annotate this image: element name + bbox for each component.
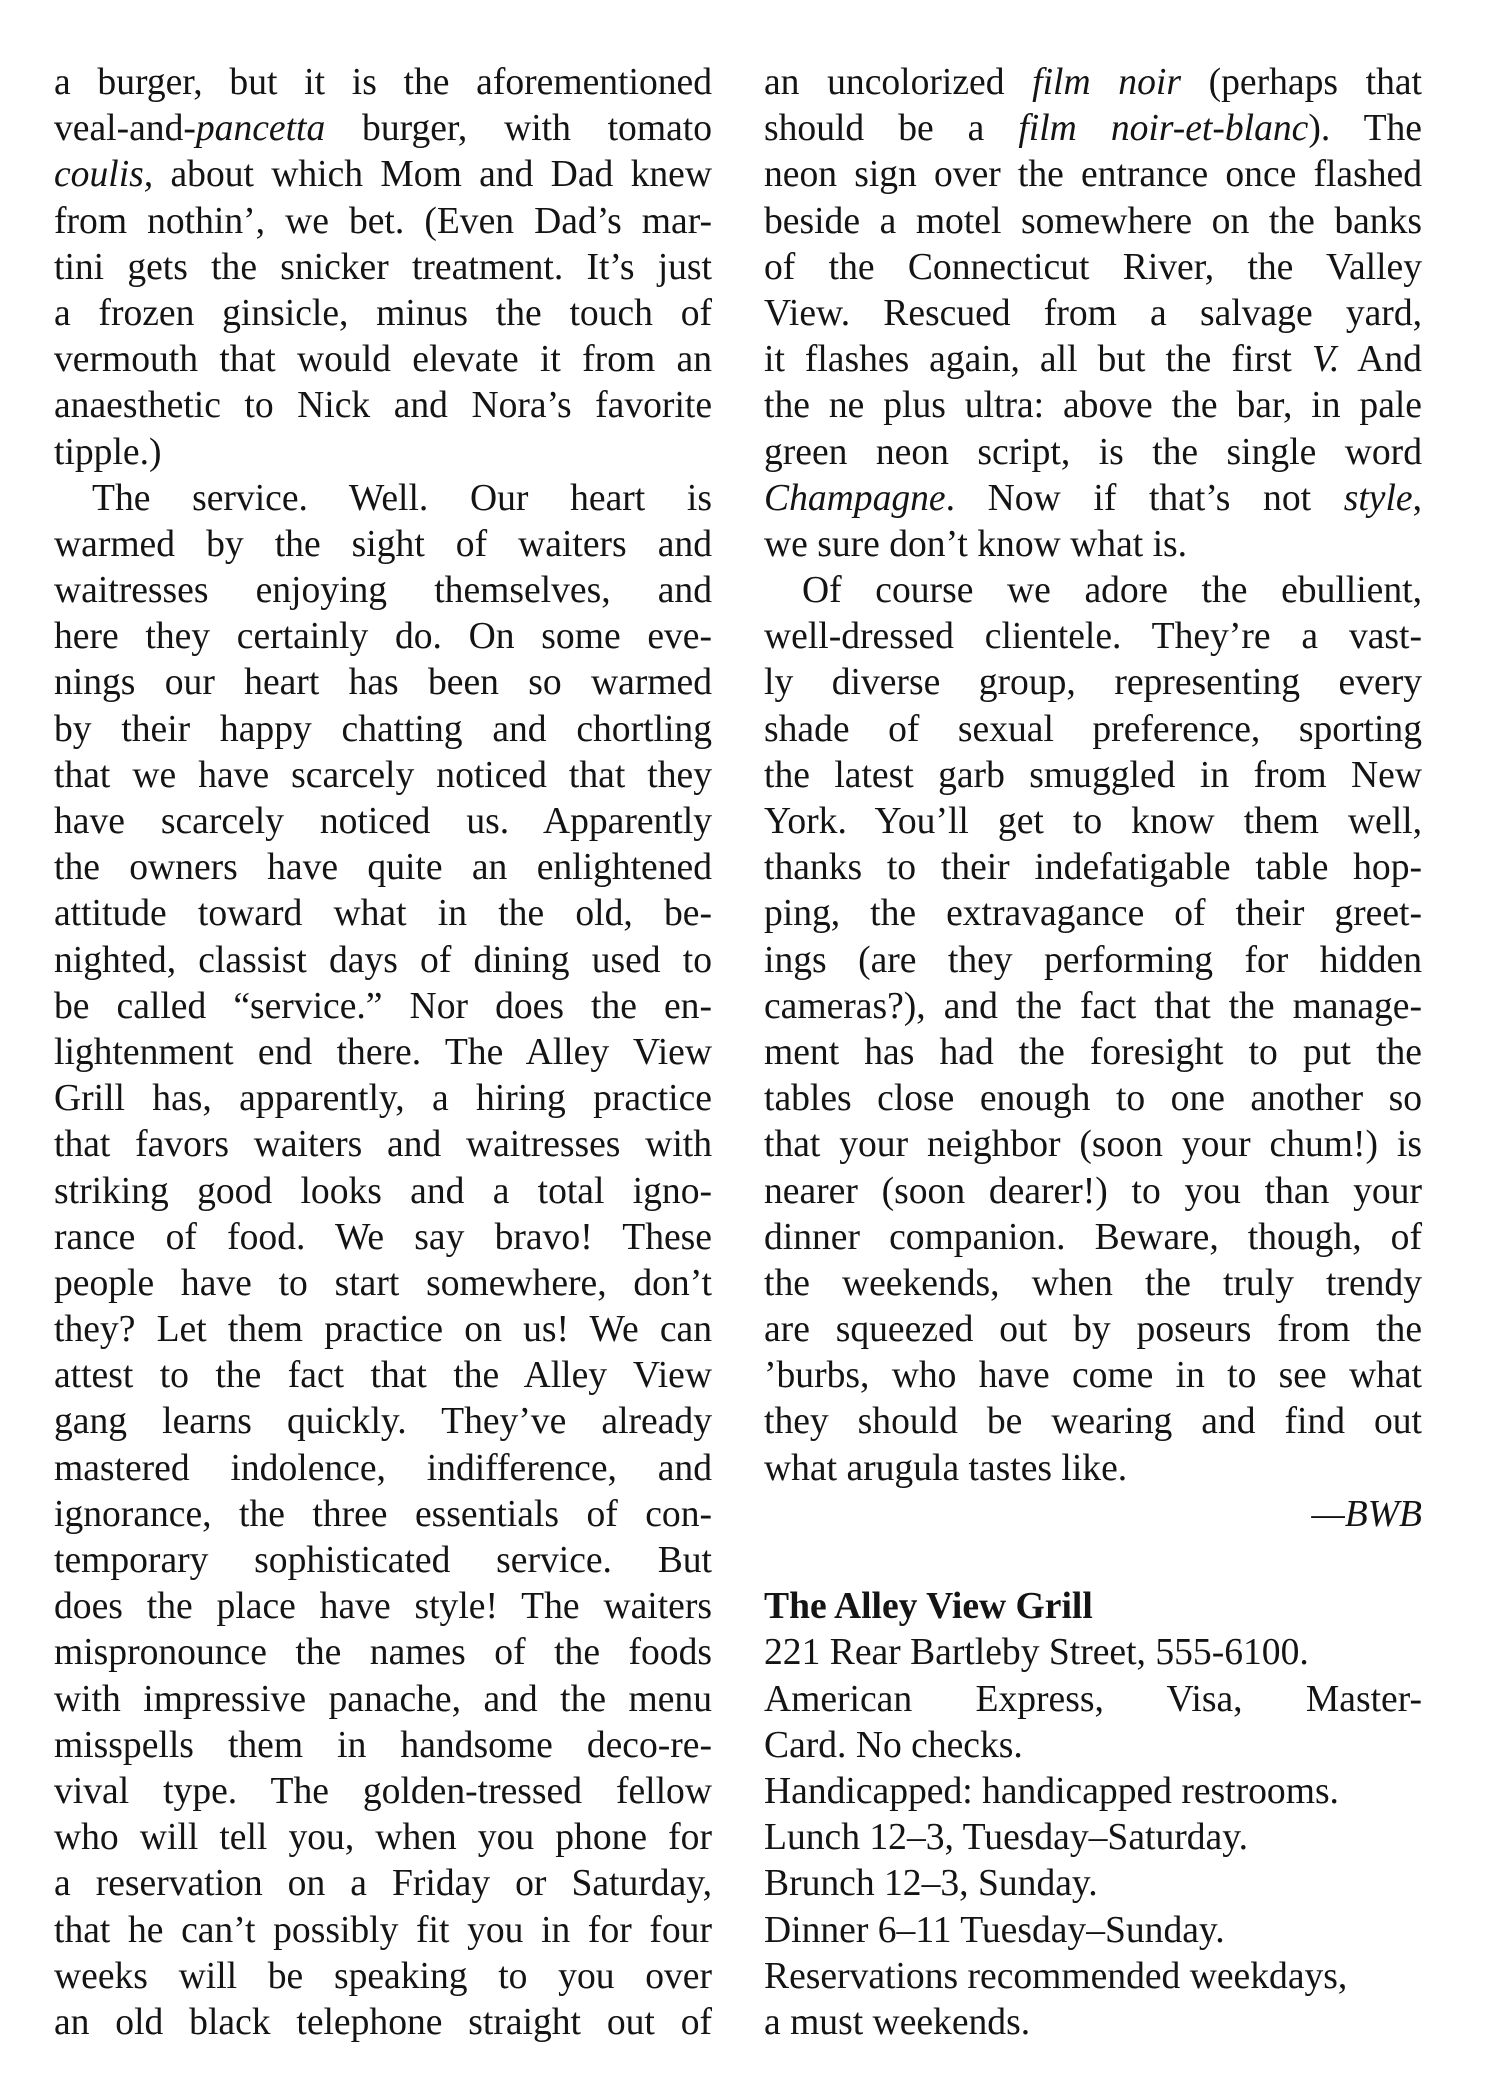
listing-payment: Card. No checks. — [764, 1724, 1023, 1766]
text-line: who will tell you, when you phone for — [54, 1817, 712, 1859]
text-line: vival type. The golden-tressed fellow — [54, 1770, 712, 1812]
restaurant-name: The Alley View Grill — [764, 1586, 1093, 1628]
text-line: nearer (soon dearer!) to you than your — [764, 1170, 1422, 1212]
text-line: from nothin’, we bet. (Even Dad’s mar- — [54, 200, 712, 242]
text-line: nighted, classist days of dining used to — [54, 939, 712, 981]
text-line: that he can’t possibly fit you in for four — [54, 1909, 712, 1951]
listing-hours-lunch: Lunch 12–3, Tuesday–Saturday. — [764, 1817, 1248, 1859]
text-line: that we have scarcely noticed that they — [54, 754, 712, 796]
listing-reservations: a must weekends. — [764, 2001, 1031, 2043]
text-line: green neon script, is the single word — [764, 431, 1422, 473]
text-line: veal-and-pancetta burger, with tomato — [54, 108, 712, 150]
text-line: people have to start somewhere, don’t — [54, 1262, 712, 1304]
text-line: Of course we adore the ebullient, — [802, 570, 1422, 612]
text-line: neon sign over the entrance once flashed — [764, 154, 1422, 196]
text-line: lightenment end there. The Alley View — [54, 1031, 712, 1073]
author-signature: —BWB — [1311, 1493, 1422, 1535]
text-line: attitude toward what in the old, be- — [54, 893, 712, 935]
paragraph-clientele — [764, 568, 1422, 1492]
text-line: the ne plus ultra: above the bar, in pale — [764, 385, 1422, 427]
text-line: that favors waiters and waitresses with — [54, 1124, 712, 1166]
text-line: by their happy chatting and chortling — [54, 708, 712, 750]
text-line: a reservation on a Friday or Saturday, — [54, 1863, 712, 1905]
text-line: they should be wearing and find out — [764, 1401, 1422, 1443]
text-line: the latest garb smuggled in from New — [764, 754, 1422, 796]
paragraph-veal-burger — [54, 60, 712, 476]
text-line: tipple.) — [54, 431, 162, 473]
text-line: shade of sexual preference, sporting — [764, 708, 1422, 750]
restaurant-listing — [764, 1584, 1422, 2046]
text-line: waitresses enjoying themselves, and — [54, 570, 712, 612]
text-line: nings our heart has been so warmed — [54, 662, 712, 704]
text-line: York. You’ll get to know them well, — [764, 801, 1422, 842]
text-line: View. Rescued from a salvage yard, — [764, 292, 1422, 334]
text-line: an old black telephone straight out of — [54, 2001, 712, 2043]
text-line: that your neighbor (soon your chum!) is — [764, 1124, 1422, 1166]
text-line: the owners have quite an enlightened — [54, 847, 712, 889]
text-line: ly diverse group, representing every — [764, 662, 1422, 704]
text-line: does the place have style! The waiters — [54, 1586, 712, 1628]
text-line: temporary sophisticated service. But — [54, 1540, 712, 1581]
text-line: it flashes again, all but the first V. And — [764, 339, 1422, 381]
listing-accessibility: Handicapped: handicapped restrooms. — [764, 1770, 1339, 1812]
text-line: ings (are they performing for hidden — [764, 939, 1422, 981]
listing-hours-dinner: Dinner 6–11 Tuesday–Sunday. — [764, 1909, 1225, 1951]
left-column — [54, 60, 712, 2046]
text-line: ignorance, the three essentials of con- — [54, 1493, 712, 1535]
text-line: we sure don’t know what is. — [764, 523, 1188, 565]
text-line: beside a motel somewhere on the banks — [764, 200, 1422, 242]
text-line: Grill has, apparently, a hiring practice — [54, 1078, 712, 1120]
right-column — [764, 60, 1422, 2046]
text-line: coulis, about which Mom and Dad knew — [54, 154, 712, 196]
text-line: misspells them in handsome deco-re- — [54, 1724, 712, 1766]
spacer — [764, 1538, 1422, 1584]
text-line: The service. Well. Our heart is — [92, 477, 712, 519]
text-line: rance of food. We say bravo! These — [54, 1216, 712, 1258]
paragraph-film-noir — [764, 60, 1422, 568]
text-line: a frozen ginsicle, minus the touch of — [54, 292, 712, 334]
text-line: dinner companion. Beware, though, of — [764, 1216, 1422, 1258]
text-line: anaesthetic to Nick and Nora’s favorite — [54, 385, 712, 427]
paragraph-service — [54, 476, 712, 2046]
listing-reservations: Reservations recommended weekdays, — [764, 1955, 1348, 1997]
text-line: they? Let them practice on us! We can — [54, 1309, 712, 1351]
text-line: attest to the fact that the Alley View — [54, 1355, 712, 1397]
text-line: striking good looks and a total igno- — [54, 1170, 712, 1212]
text-line: thanks to their indefatigable table hop- — [764, 847, 1422, 889]
text-line: warmed by the sight of waiters and — [54, 523, 712, 565]
text-line: vermouth that would elevate it from an — [54, 339, 712, 381]
listing-hours-brunch: Brunch 12–3, Sunday. — [764, 1863, 1098, 1905]
text-line: weeks will be speaking to you over — [54, 1955, 712, 1997]
listing-address: 221 Rear Bartleby Street, 555-6100. — [764, 1632, 1309, 1674]
text-line: mastered indolence, indifference, and — [54, 1447, 712, 1489]
text-line: gang learns quickly. They’ve already — [54, 1401, 712, 1443]
text-line: be called “service.” Nor does the en- — [54, 985, 712, 1027]
text-line: cameras?), and the fact that the manage- — [764, 985, 1422, 1027]
text-line: ’burbs, who have come in to see what — [764, 1355, 1422, 1397]
text-line: the weekends, when the truly trendy — [764, 1262, 1422, 1304]
text-line: well-dressed clientele. They’re a vast- — [764, 616, 1422, 658]
text-line: with impressive panache, and the menu — [54, 1678, 712, 1720]
text-line: Champagne. Now if that’s not style, — [764, 477, 1422, 519]
text-line: ping, the extravagance of their greet- — [764, 893, 1422, 935]
text-line: are squeezed out by poseurs from the — [764, 1309, 1422, 1351]
text-line: a burger, but it is the aforementioned — [54, 62, 712, 103]
text-line: mispronounce the names of the foods — [54, 1632, 712, 1674]
text-line: what arugula tastes like. — [764, 1447, 1128, 1489]
text-line: tini gets the snicker treatment. It’s just — [54, 246, 712, 288]
listing-payment: American Express, Visa, Master- — [764, 1678, 1422, 1720]
text-line: of the Connecticut River, the Valley — [764, 246, 1422, 288]
text-line: should be a film noir-et-blanc). The — [764, 108, 1422, 150]
text-line: here they certainly do. On some eve- — [54, 616, 712, 658]
text-line: tables close enough to one another so — [764, 1078, 1422, 1120]
text-line: an uncolorized film noir (perhaps that — [764, 62, 1422, 103]
text-line: ment has had the foresight to put the — [764, 1031, 1422, 1073]
text-line: have scarcely noticed us. Apparently — [54, 801, 712, 842]
